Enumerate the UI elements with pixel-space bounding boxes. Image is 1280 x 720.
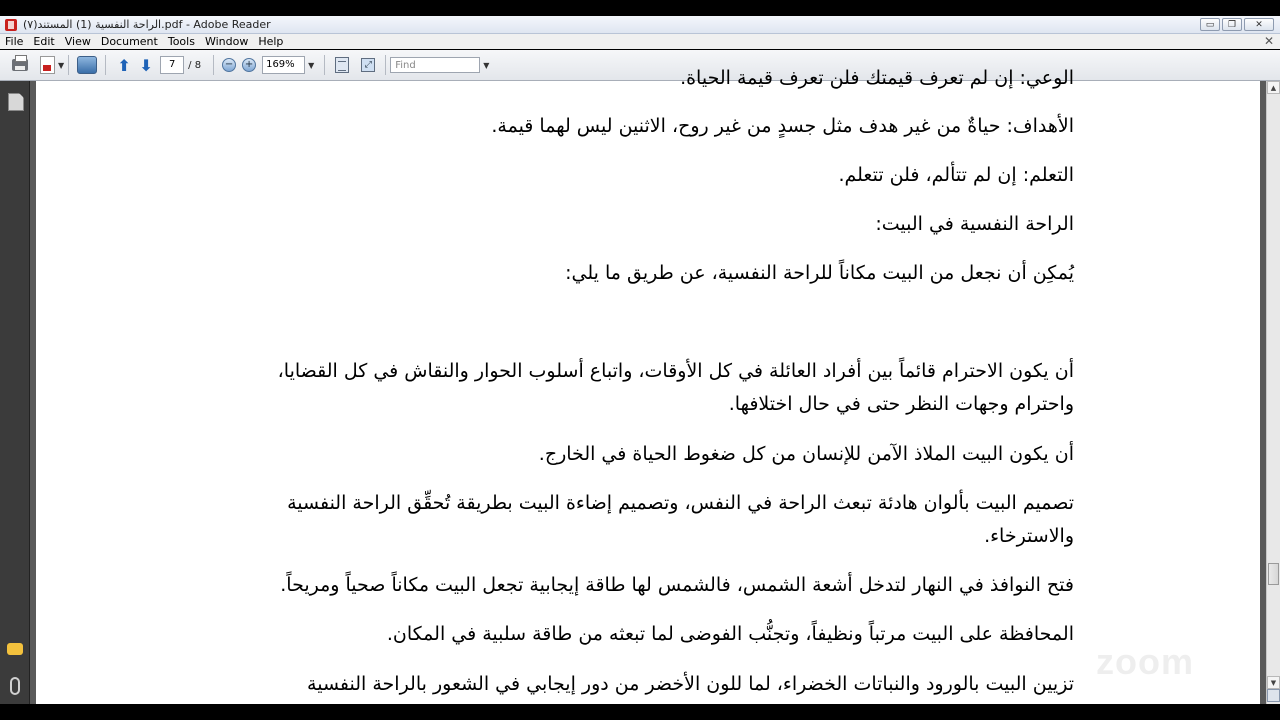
menu-window[interactable]: Window — [204, 35, 249, 48]
fit-page-icon — [335, 57, 349, 73]
create-pdf-button[interactable] — [40, 55, 64, 75]
globe-icon — [77, 56, 97, 74]
heading-home-comfort: الراحة النفسية في البيت: — [875, 213, 1074, 235]
share-button[interactable] — [77, 55, 97, 75]
text-line: والاسترخاء. — [984, 525, 1074, 547]
close-button[interactable]: ✕ — [1244, 18, 1274, 31]
pages-panel-icon[interactable] — [8, 93, 24, 111]
text-line: واحترام وجهات النظر حتى في حال اختلافها. — [728, 393, 1074, 415]
find-dropdown-icon[interactable]: ▼ — [483, 60, 490, 70]
pdf-page — [36, 67, 1260, 704]
adobe-reader-icon — [5, 19, 17, 31]
text-line: تصميم البيت بألوان هادئة تبعث الراحة في النفس، وتصميم إضاءة البيت بطريقة تُحقِّق الراحة النفسية — [287, 492, 1074, 514]
scroll-thumb[interactable] — [1268, 563, 1279, 585]
text-line: المحافظة على البيت مرتباً ونظيفاً، وتجنُّب الفوضى لما تبعثه من طاقة سلبية في المكان. — [386, 623, 1074, 645]
menu-file[interactable]: File — [5, 35, 24, 48]
page-count: / 8 — [188, 59, 202, 71]
screen-top-border — [0, 0, 1280, 16]
window-controls — [1200, 18, 1274, 31]
zoom-in-icon: + — [242, 58, 256, 72]
zoom-in-button[interactable] — [242, 55, 256, 75]
pdf-icon — [40, 56, 55, 74]
menu-document[interactable]: Document — [100, 35, 158, 48]
previous-page-button[interactable] — [116, 55, 132, 75]
arrow-up-icon: ⬆ — [117, 55, 131, 75]
full-screen-icon: ⤢ — [361, 58, 375, 72]
scroll-up-button[interactable]: ▲ — [1267, 81, 1280, 94]
menu-help[interactable]: Help — [258, 35, 284, 48]
text-line: يُمكِن أن نجعل من البيت مكاناً للراحة النفسية، عن طريق ما يلي: — [565, 262, 1074, 284]
minimize-button[interactable]: ▭ — [1200, 18, 1220, 31]
menu-view[interactable]: View — [64, 35, 91, 48]
document-viewport[interactable] — [30, 67, 1266, 704]
window-title: (۷)الراحة النفسية (1) المستند.pdf - Adobe Reader — [23, 18, 271, 31]
text-line: التعلم: إن لم تتألم، فلن تتعلم. — [838, 164, 1074, 186]
arrow-down-icon: ⬇ — [139, 55, 153, 75]
vertical-scrollbar[interactable] — [1266, 81, 1280, 704]
toolbar-divider — [324, 55, 325, 75]
resize-grip-icon[interactable] — [1267, 689, 1280, 702]
menu-tools[interactable]: Tools — [167, 35, 195, 48]
text-line: أن يكون الاحترام قائماً بين أفراد العائلة في كل الأوقات، واتباع أسلوب الحوار والنقاش في كل القضايا، — [277, 360, 1074, 382]
comments-icon[interactable] — [7, 643, 23, 655]
zoom-level-input[interactable]: 169% — [262, 56, 305, 74]
find-input[interactable]: Find — [390, 57, 480, 73]
zoom-out-button[interactable] — [222, 55, 236, 75]
toolbar-divider — [213, 55, 214, 75]
window-title-bar — [0, 16, 1280, 34]
print-button[interactable] — [12, 55, 28, 75]
zoom-dropdown-icon[interactable]: ▼ — [308, 60, 315, 70]
close-document-button[interactable]: ✕ — [1263, 34, 1274, 48]
attachment-icon[interactable] — [10, 677, 20, 695]
zoom-watermark: zoom — [1096, 641, 1194, 682]
menu-bar — [0, 34, 1280, 49]
printer-icon — [12, 59, 28, 71]
text-line: فتح النوافذ في النهار لتدخل أشعة الشمس، فالشمس لها طاقة إيجابية تجعل البيت مكاناً صحياً ومريحاً. — [280, 574, 1074, 596]
screen-bottom-border — [0, 704, 1280, 720]
zoom-out-icon: − — [222, 58, 236, 72]
navigation-panel — [0, 81, 30, 704]
text-line: أن يكون البيت الملاذ الآمن للإنسان من كل ضغوط الحياة في الخارج. — [538, 443, 1074, 465]
chevron-down-icon: ▼ — [58, 60, 65, 70]
scroll-down-button[interactable]: ▼ — [1267, 676, 1280, 689]
toolbar-divider — [68, 55, 69, 75]
toolbar — [0, 50, 1280, 81]
text-line: تزيين البيت بالورود والنباتات الخضراء، لما للون الأخضر من دور إيجابي في الشعور بالراحة النفسية — [307, 673, 1074, 695]
toolbar-divider — [105, 55, 106, 75]
full-screen-button[interactable] — [361, 55, 375, 75]
text-line: الأهداف: حياةٌ من غير هدف مثل جسدٍ من غير روح، الاثنين ليس لهما قيمة. — [491, 115, 1074, 137]
text-line: الوعي: إن لم تعرف قيمتك فلن تعرف قيمة الحياة. — [680, 67, 1074, 89]
page-number-input[interactable]: 7 — [160, 56, 184, 74]
fit-page-button[interactable] — [335, 55, 349, 75]
next-page-button[interactable] — [138, 55, 154, 75]
maximize-button[interactable]: ❐ — [1222, 18, 1242, 31]
menu-edit[interactable]: Edit — [33, 35, 55, 48]
toolbar-divider — [385, 55, 386, 75]
